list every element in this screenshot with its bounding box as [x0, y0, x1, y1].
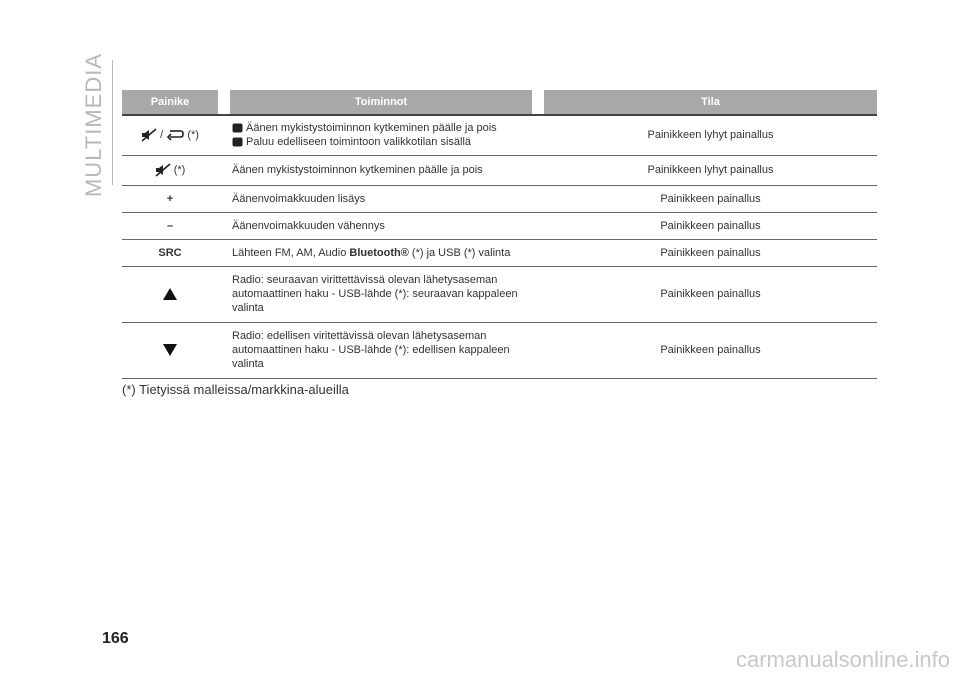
function-cell: Äänenvoimakkuuden lisäys [230, 185, 532, 212]
mute-icon [141, 128, 157, 142]
state-cell: Painikkeen lyhyt painallus [544, 115, 877, 155]
header-key: Painike [122, 90, 218, 115]
section-title: MULTIMEDIA [81, 52, 107, 198]
key-cell: SRC [122, 239, 218, 266]
function-cell: Radio: seuraavan virittettävissä olevan lähetysaseman automaattinen haku - USB-lähde (*): seuraavan kappaleen valinta [230, 266, 532, 322]
header-func: Toiminnot [230, 90, 532, 115]
state-cell: Painikkeen painallus [544, 266, 877, 322]
state-cell: Painikkeen painallus [544, 239, 877, 266]
table-header-row [122, 90, 877, 115]
down-triangle-icon [163, 344, 177, 356]
key-cell [122, 266, 218, 322]
table-row [122, 155, 877, 185]
table-row [122, 239, 877, 266]
return-icon [232, 137, 243, 147]
function-cell: Äänen mykistystoiminnon kytkeminen päälle ja pois [230, 155, 532, 185]
table-row [122, 185, 877, 212]
header-state: Tila [544, 90, 877, 115]
state-cell: Painikkeen painallus [544, 322, 877, 378]
page-number: 166 [102, 630, 129, 647]
key-cell: – [122, 212, 218, 239]
table-row [122, 115, 877, 155]
voice-return-icon [166, 129, 184, 141]
state-cell: Painikkeen painallus [544, 185, 877, 212]
key-cell: / (*) [122, 115, 218, 155]
function-cell: Äänenvoimakkuuden vähennys [230, 212, 532, 239]
mute-icon [155, 163, 171, 177]
key-cell [122, 322, 218, 378]
controls-table [122, 90, 877, 379]
table-row [122, 322, 877, 378]
state-cell: Painikkeen painallus [544, 212, 877, 239]
function-cell: Lähteen FM, AM, Audio Bluetooth® (*) ja USB (*) valinta [230, 239, 532, 266]
state-cell: Painikkeen lyhyt painallus [544, 155, 877, 185]
function-cell: Radio: edellisen viritettävissä olevan lähetysaseman automaattinen haku - USB-lähde (*): edellisen kappaleen valinta [230, 322, 532, 378]
table-row [122, 266, 877, 322]
function-cell: Äänen mykistystoiminnon kytkeminen päälle ja pois Paluu edelliseen toimintoon valikkotilan sisällä [230, 115, 532, 155]
return-icon [232, 123, 243, 133]
footnote: (*) Tietyissä malleissa/markkina-alueilla [122, 382, 349, 397]
watermark: carmanualsonline.info [735, 647, 950, 672]
key-cell: + [122, 185, 218, 212]
key-cell: (*) [122, 155, 218, 185]
up-triangle-icon [163, 288, 177, 300]
section-rule [112, 60, 113, 185]
table-row [122, 212, 877, 239]
